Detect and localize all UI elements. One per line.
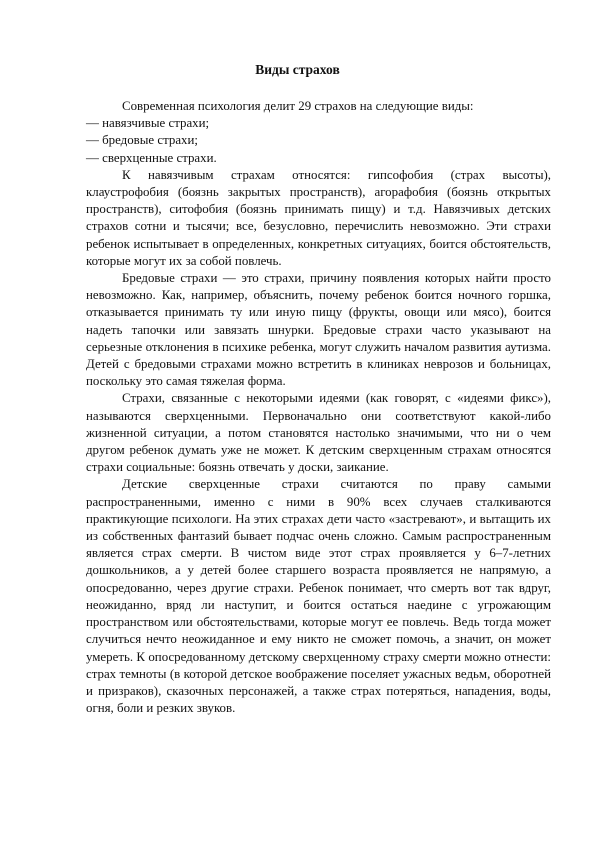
paragraph-text: Детские сверхценные страхи считаются по праву самыми распространенными, именно с ними в 90% всех случаев сталкиваются практикующие психологи. На этих страхах дети часто «застревают», и вытащить их из собственных фантазий бывает подчас очень сложно. Самым распространенным является страх смерти. В чистом виде этот страх проявляется у 6–7-летних дошкольников, а у детей более старшего возраста проявляется не напрямую, а опосредованно, через другие страхи. Ребенок понимает, что смерть вот так вдруг, неожиданно, вряд ли наступит, и боится остаться наедине с угрожающим пространством или обстоятельствами, которые могут ее повлечь. Ведь тогда может случиться нечто неожиданное и ему никто не сможет помочь, а значит, он может умереть. К опосредованному детскому сверхценному страху смерти можно отнести: страх темноты (в которой детское воображение поселяет ужасных ведьм, оборотней и призраков), сказочных персонажей, а также страх потеряться, нападения, воды, огня, боли и резких звуков. <box>86 477 551 716</box>
paragraph-delusional-fears <box>86 270 551 390</box>
list-item: — навязчивые страхи; <box>86 116 210 131</box>
paragraph-text: Страхи, связанные с некоторыми идеями (как говорят, с «идеями фикс»), называются сверхценными. Первоначально они соответствуют какой-либо жизненной ситуации, а потом становятся настолько значимыми, что ни о чем другом ребенок думать уже не может. К детским сверхценным страхам относятся страхи социальные: боязнь отвечать у доски, заикание. <box>86 391 551 475</box>
paragraph-text: — это страхи, причину появления которых найти просто невозможно. Как, например, объяснить, почему ребенок боится ночного горшка, отказывается принимать ту или иную пищу (фрукты, овощи или мясо), боится надеть тапочки или завязать шнурки. Бредовые страхи часто указывают на серьезные отклонения в психике ребенка, могут служить началом развития аутизма. Детей с бредовыми страхами можно встретить в клиниках неврозов и больницах, поскольку это самая тяжелая форма. <box>86 271 551 389</box>
paragraph-child-overvalued-fears <box>86 476 551 717</box>
paragraph-obsessive-fears <box>86 167 551 270</box>
intro-paragraph: Современная психология делит 29 страхов на следующие виды: <box>122 99 474 113</box>
document-body <box>86 98 551 717</box>
paragraph-text: относятся: гипсофобия (страх высоты), клаустрофобия (боязнь закрытых пространств), агорафобия (боязнь открытых пространств), ситофобия (боязнь принимать пищу) и т.д. Навязчивых детских страхов сотни и тысячи; все, безусловно, перечислить невозможно. Эти страхи ребенок испытывает в определенных, конкретных ситуациях, боится обстоятельств, которые могут их за собой повлечь. <box>86 167 551 268</box>
paragraph-lead: Бредовые страхи <box>122 271 218 286</box>
list-item: — сверхценные страхи. <box>86 150 217 165</box>
list-item: — бредовые страхи; <box>86 133 198 148</box>
paragraph-lead: К навязчивым страхам <box>122 167 275 182</box>
document-title: Виды страхов <box>255 62 340 77</box>
paragraph-overvalued-fears <box>86 390 551 476</box>
